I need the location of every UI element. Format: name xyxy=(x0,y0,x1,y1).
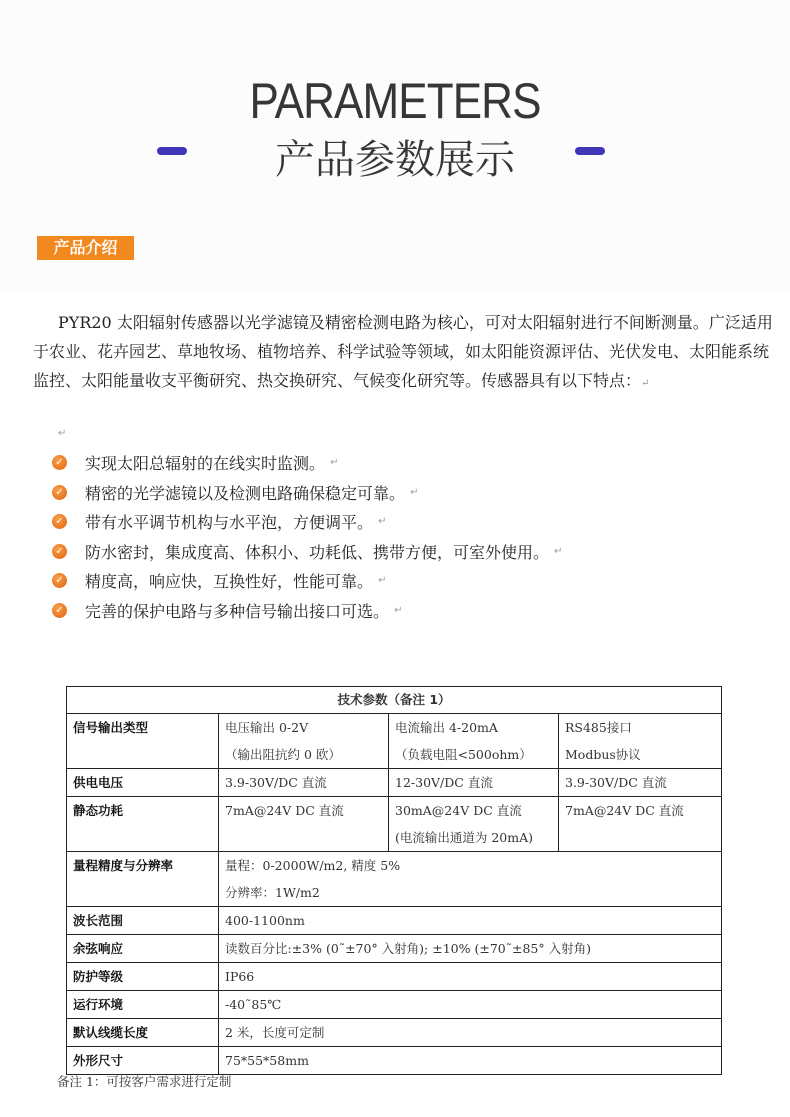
feature-text: 精密的光学滤镜以及检测电路确保稳定可靠。 xyxy=(85,483,406,503)
table-cell xyxy=(219,1047,722,1075)
table-cell xyxy=(389,714,559,769)
feature-item xyxy=(52,478,563,508)
table-note: 备注 1：可按客户需求进行定制 xyxy=(57,1074,232,1089)
feature-text: 完善的保护电路与多种信号输出接口可选。 xyxy=(85,601,390,621)
cell-line: IP66 xyxy=(225,969,255,984)
feature-text: 精度高，响应快，互换性好，性能可靠。 xyxy=(85,572,374,592)
row-label: 防护等级 xyxy=(67,963,219,991)
table-row xyxy=(67,797,722,852)
cell-line: 电压输出 0-2V xyxy=(225,720,309,735)
cell-line: 7mA@24V DC 直流 xyxy=(225,803,344,818)
return-mark: ↵ xyxy=(58,428,67,439)
table-cell xyxy=(389,797,559,852)
check-icon: ✓ xyxy=(52,573,67,588)
cell-line: （输出阻抗约 0 欧） xyxy=(225,747,341,762)
return-mark: ↵ xyxy=(394,604,403,616)
row-label: 静态功耗 xyxy=(67,797,219,852)
cell-line: 30mA@24V DC 直流 xyxy=(395,803,522,818)
cell-line: 电流输出 4-20mA xyxy=(395,720,498,735)
table-cell xyxy=(559,769,722,797)
table-row xyxy=(67,907,722,935)
table-cell xyxy=(559,797,722,852)
row-label: 余弦响应 xyxy=(67,935,219,963)
table-row xyxy=(67,935,722,963)
table-row xyxy=(67,1019,722,1047)
table-cell xyxy=(219,963,722,991)
table-row xyxy=(67,852,722,907)
cell-line: 12-30V/DC 直流 xyxy=(395,775,493,790)
feature-text: 防水密封，集成度高、体积小、功耗低、携带方便，可室外使用。 xyxy=(85,542,550,562)
cell-line: 3.9-30V/DC 直流 xyxy=(565,775,667,790)
cell-line: RS485接口 xyxy=(565,720,632,735)
feature-item xyxy=(52,596,563,626)
row-label: 运行环境 xyxy=(67,991,219,1019)
table-cell xyxy=(219,991,722,1019)
intro-paragraph xyxy=(33,308,773,398)
cell-line: Modbus协议 xyxy=(565,747,641,762)
table-title: 技术参数（备注 1） xyxy=(67,687,722,714)
row-label: 信号输出类型 xyxy=(67,714,219,769)
intro-text: PYR20 太阳辐射传感器以光学滤镜及精密检测电路为核心，可对太阳辐射进行不间断测量。广泛适用于农业、花卉园艺、草地牧场、植物培养、科学试验等领域，如太阳能资源评估、光伏发电、太阳能系统监控、太阳能量收支平衡研究、热交换研究、气候变化研究等。传感器具有以下特点： xyxy=(33,313,773,390)
check-icon: ✓ xyxy=(52,455,67,470)
row-label: 外形尺寸 xyxy=(67,1047,219,1075)
return-mark: ↵ xyxy=(378,516,387,528)
table-cell xyxy=(219,714,389,769)
table-row xyxy=(67,1047,722,1075)
table-row xyxy=(67,769,722,797)
cell-line: 分辨率：1W/m2 xyxy=(225,885,320,900)
row-label: 默认线缆长度 xyxy=(67,1019,219,1047)
feature-text: 实现太阳总辐射的在线实时监测。 xyxy=(85,454,326,474)
table-cell xyxy=(219,852,722,907)
table-row xyxy=(67,963,722,991)
feature-item xyxy=(52,507,563,537)
return-mark: ↵ xyxy=(554,545,563,557)
return-mark: ↵ xyxy=(641,378,650,389)
cell-line: 读数百分比:±3% (0˜±70° 入射角); ±10% (±70˜±85° 入射角) xyxy=(225,941,591,956)
feature-text: 带有水平调节机构与水平泡，方便调平。 xyxy=(85,513,374,533)
row-label: 波长范围 xyxy=(67,907,219,935)
feature-item xyxy=(52,448,563,478)
table-cell xyxy=(219,935,722,963)
cell-line: （负载电阻<500ohm） xyxy=(395,747,532,762)
table-cell xyxy=(219,769,389,797)
table-cell xyxy=(559,714,722,769)
row-label: 量程精度与分辨率 xyxy=(67,852,219,907)
feature-item xyxy=(52,566,563,596)
table-row xyxy=(67,991,722,1019)
return-mark: ↵ xyxy=(410,486,419,498)
row-label: 供电电压 xyxy=(67,769,219,797)
section-tag: 产品介绍 xyxy=(37,236,134,260)
check-icon: ✓ xyxy=(52,485,67,500)
return-mark: ↵ xyxy=(330,457,339,469)
table-row xyxy=(67,714,722,769)
title-cn: 产品参数展示 xyxy=(275,137,515,183)
cell-line: 400-1100nm xyxy=(225,913,305,928)
table-cell xyxy=(219,797,389,852)
return-mark: ↵ xyxy=(378,575,387,587)
check-icon: ✓ xyxy=(52,603,67,618)
feature-item xyxy=(52,537,563,567)
cell-line: 3.9-30V/DC 直流 xyxy=(225,775,327,790)
check-icon: ✓ xyxy=(52,544,67,559)
cell-line: -40˜85℃ xyxy=(225,997,282,1012)
feature-list xyxy=(52,448,563,625)
check-icon: ✓ xyxy=(52,514,67,529)
cell-line: (电流输出通道为 20mA) xyxy=(395,830,534,845)
cell-line: 2 米，长度可定制 xyxy=(225,1025,325,1040)
cell-line: 7mA@24V DC 直流 xyxy=(565,803,684,818)
cell-line: 量程：0-2000W/m2, 精度 5% xyxy=(225,858,401,873)
cell-line: 75*55*58mm xyxy=(225,1053,309,1068)
title-en: PARAMETERS xyxy=(249,73,541,129)
table-cell xyxy=(219,907,722,935)
table-cell xyxy=(389,769,559,797)
right-dash-decoration xyxy=(575,147,605,155)
spec-table xyxy=(66,686,722,1075)
table-cell xyxy=(219,1019,722,1047)
